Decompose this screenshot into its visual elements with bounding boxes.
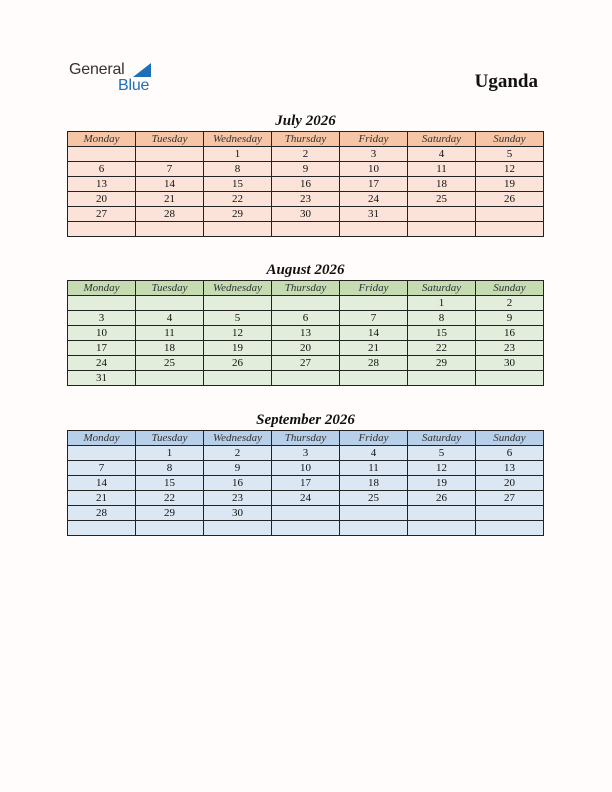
day-cell: 12 xyxy=(204,326,272,341)
day-cell xyxy=(408,207,476,222)
day-cell xyxy=(204,371,272,386)
day-cell: 11 xyxy=(136,326,204,341)
day-cell xyxy=(408,521,476,536)
weekday-header: Sunday xyxy=(476,431,544,446)
week-row xyxy=(68,491,544,506)
weekday-header: Sunday xyxy=(476,132,544,147)
day-cell xyxy=(136,521,204,536)
day-cell: 21 xyxy=(136,192,204,207)
day-cell: 20 xyxy=(68,192,136,207)
day-cell xyxy=(476,506,544,521)
day-cell: 27 xyxy=(272,356,340,371)
day-cell: 25 xyxy=(136,356,204,371)
weekday-header: Wednesday xyxy=(204,132,272,147)
day-cell xyxy=(136,371,204,386)
day-cell xyxy=(340,371,408,386)
day-cell: 11 xyxy=(408,162,476,177)
day-cell: 16 xyxy=(204,476,272,491)
day-cell: 9 xyxy=(204,461,272,476)
day-cell xyxy=(408,371,476,386)
calendar-table xyxy=(67,430,544,536)
day-cell: 1 xyxy=(204,147,272,162)
day-cell: 18 xyxy=(136,341,204,356)
day-cell: 3 xyxy=(68,311,136,326)
weekday-header: Saturday xyxy=(408,431,476,446)
day-cell: 1 xyxy=(136,446,204,461)
day-cell: 18 xyxy=(408,177,476,192)
day-cell xyxy=(68,296,136,311)
logo-blue-text: Blue xyxy=(118,77,150,94)
day-cell: 22 xyxy=(408,341,476,356)
day-cell: 2 xyxy=(204,446,272,461)
day-cell: 8 xyxy=(204,162,272,177)
day-cell: 19 xyxy=(476,177,544,192)
weekday-header: Thursday xyxy=(272,281,340,296)
day-cell xyxy=(272,371,340,386)
weekday-header-row xyxy=(68,431,544,446)
day-cell xyxy=(272,506,340,521)
day-cell: 7 xyxy=(68,461,136,476)
weekday-header-row xyxy=(68,132,544,147)
day-cell: 28 xyxy=(68,506,136,521)
week-row xyxy=(68,296,544,311)
day-cell xyxy=(68,222,136,237)
week-row xyxy=(68,371,544,386)
day-cell xyxy=(408,506,476,521)
day-cell: 2 xyxy=(272,147,340,162)
day-cell: 23 xyxy=(204,491,272,506)
weekday-header: Saturday xyxy=(408,281,476,296)
day-cell: 6 xyxy=(68,162,136,177)
logo-general-text: General xyxy=(69,61,125,78)
day-cell: 31 xyxy=(340,207,408,222)
day-cell: 12 xyxy=(408,461,476,476)
week-row xyxy=(68,192,544,207)
day-cell: 20 xyxy=(476,476,544,491)
day-cell xyxy=(272,222,340,237)
week-row xyxy=(68,177,544,192)
weekday-header: Wednesday xyxy=(204,281,272,296)
logo xyxy=(69,61,159,97)
day-cell xyxy=(408,222,476,237)
weekday-header: Monday xyxy=(68,431,136,446)
weekday-header: Thursday xyxy=(272,431,340,446)
day-cell: 8 xyxy=(136,461,204,476)
day-cell xyxy=(272,521,340,536)
calendar-table xyxy=(67,280,544,386)
day-cell: 21 xyxy=(340,341,408,356)
day-cell: 26 xyxy=(204,356,272,371)
day-cell: 14 xyxy=(340,326,408,341)
week-row xyxy=(68,476,544,491)
day-cell: 1 xyxy=(408,296,476,311)
month-september xyxy=(67,411,544,536)
day-cell: 10 xyxy=(68,326,136,341)
day-cell: 5 xyxy=(408,446,476,461)
day-cell: 4 xyxy=(136,311,204,326)
day-cell: 25 xyxy=(408,192,476,207)
weekday-header: Monday xyxy=(68,132,136,147)
day-cell: 16 xyxy=(272,177,340,192)
day-cell: 8 xyxy=(408,311,476,326)
week-row xyxy=(68,326,544,341)
day-cell: 3 xyxy=(272,446,340,461)
weekday-header: Sunday xyxy=(476,281,544,296)
weekday-header: Monday xyxy=(68,281,136,296)
day-cell: 9 xyxy=(476,311,544,326)
day-cell: 4 xyxy=(408,147,476,162)
day-cell: 31 xyxy=(68,371,136,386)
day-cell: 12 xyxy=(476,162,544,177)
weekday-header: Friday xyxy=(340,132,408,147)
weekday-header: Thursday xyxy=(272,132,340,147)
day-cell xyxy=(340,521,408,536)
week-row xyxy=(68,446,544,461)
week-row xyxy=(68,147,544,162)
day-cell: 21 xyxy=(68,491,136,506)
day-cell: 5 xyxy=(204,311,272,326)
day-cell: 6 xyxy=(476,446,544,461)
weekday-header: Tuesday xyxy=(136,132,204,147)
week-row xyxy=(68,461,544,476)
weekday-header-row xyxy=(68,281,544,296)
month-title: September 2026 xyxy=(256,412,355,428)
day-cell: 30 xyxy=(272,207,340,222)
day-cell: 25 xyxy=(340,491,408,506)
day-cell: 5 xyxy=(476,147,544,162)
calendar-table xyxy=(67,131,544,237)
day-cell: 13 xyxy=(68,177,136,192)
day-cell: 13 xyxy=(272,326,340,341)
day-cell: 16 xyxy=(476,326,544,341)
country-title: Uganda xyxy=(474,71,538,92)
weekday-header: Friday xyxy=(340,281,408,296)
day-cell xyxy=(136,222,204,237)
day-cell: 19 xyxy=(408,476,476,491)
day-cell: 17 xyxy=(272,476,340,491)
day-cell: 15 xyxy=(204,177,272,192)
weekday-header: Saturday xyxy=(408,132,476,147)
month-august xyxy=(67,261,544,386)
day-cell: 22 xyxy=(204,192,272,207)
week-row xyxy=(68,521,544,536)
week-row xyxy=(68,311,544,326)
week-row xyxy=(68,162,544,177)
weekday-header: Friday xyxy=(340,431,408,446)
day-cell xyxy=(136,147,204,162)
day-cell: 7 xyxy=(136,162,204,177)
day-cell xyxy=(136,296,204,311)
day-cell: 23 xyxy=(272,192,340,207)
week-row xyxy=(68,341,544,356)
day-cell xyxy=(340,506,408,521)
day-cell xyxy=(204,521,272,536)
week-row xyxy=(68,207,544,222)
day-cell: 15 xyxy=(408,326,476,341)
weekday-header: Tuesday xyxy=(136,281,204,296)
day-cell: 30 xyxy=(204,506,272,521)
day-cell: 22 xyxy=(136,491,204,506)
day-cell: 10 xyxy=(340,162,408,177)
day-cell: 3 xyxy=(340,147,408,162)
day-cell xyxy=(272,296,340,311)
day-cell xyxy=(68,147,136,162)
day-cell: 24 xyxy=(68,356,136,371)
day-cell: 29 xyxy=(204,207,272,222)
day-cell xyxy=(476,371,544,386)
day-cell: 27 xyxy=(476,491,544,506)
day-cell: 14 xyxy=(136,177,204,192)
day-cell: 24 xyxy=(340,192,408,207)
day-cell xyxy=(476,521,544,536)
day-cell: 17 xyxy=(340,177,408,192)
day-cell: 27 xyxy=(68,207,136,222)
week-row xyxy=(68,356,544,371)
weekday-header: Tuesday xyxy=(136,431,204,446)
day-cell: 18 xyxy=(340,476,408,491)
day-cell: 23 xyxy=(476,341,544,356)
day-cell xyxy=(68,446,136,461)
day-cell: 13 xyxy=(476,461,544,476)
day-cell: 26 xyxy=(408,491,476,506)
day-cell: 9 xyxy=(272,162,340,177)
month-title: August 2026 xyxy=(266,262,345,278)
day-cell: 28 xyxy=(340,356,408,371)
logo-triangle-icon xyxy=(133,63,151,77)
day-cell: 30 xyxy=(476,356,544,371)
day-cell: 11 xyxy=(340,461,408,476)
day-cell xyxy=(340,222,408,237)
day-cell: 29 xyxy=(136,506,204,521)
day-cell: 4 xyxy=(340,446,408,461)
day-cell: 24 xyxy=(272,491,340,506)
day-cell: 28 xyxy=(136,207,204,222)
day-cell: 10 xyxy=(272,461,340,476)
day-cell xyxy=(340,296,408,311)
day-cell: 6 xyxy=(272,311,340,326)
day-cell: 2 xyxy=(476,296,544,311)
day-cell: 7 xyxy=(340,311,408,326)
weekday-header: Wednesday xyxy=(204,431,272,446)
day-cell xyxy=(68,521,136,536)
week-row xyxy=(68,222,544,237)
day-cell: 29 xyxy=(408,356,476,371)
day-cell xyxy=(476,207,544,222)
day-cell: 17 xyxy=(68,341,136,356)
day-cell xyxy=(476,222,544,237)
day-cell: 19 xyxy=(204,341,272,356)
month-title: July 2026 xyxy=(275,113,336,129)
day-cell xyxy=(204,222,272,237)
week-row xyxy=(68,506,544,521)
day-cell: 14 xyxy=(68,476,136,491)
day-cell: 26 xyxy=(476,192,544,207)
month-july xyxy=(67,112,544,237)
day-cell xyxy=(204,296,272,311)
day-cell: 20 xyxy=(272,341,340,356)
day-cell: 15 xyxy=(136,476,204,491)
